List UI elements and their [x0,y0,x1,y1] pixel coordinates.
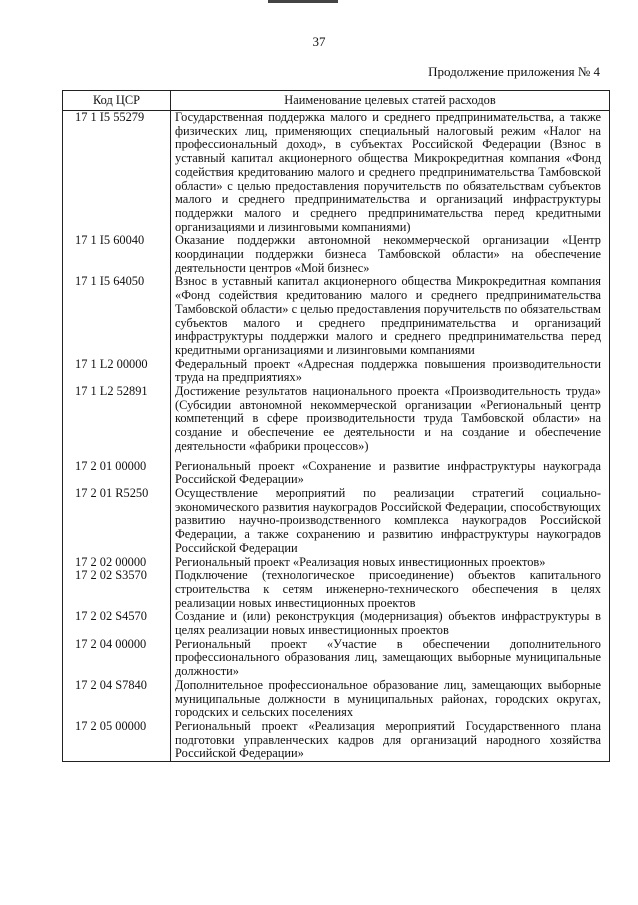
table-row [63,385,610,454]
continuation-note: Продолжение приложения № 4 [428,64,600,79]
row-name: Оказание поддержки автономной некоммерческой организации «Центр координации поддержки бизнеса Тамбовской области» на обеспечение деятельности центров «Мой бизнес» [171,234,610,275]
table-row [63,610,610,637]
row-name: Осуществление мероприятий по реализации стратегий социально-экономического развития наукоградов Российской Федерации, способствующих развитию научно-производственного комплекса наукоградов Российской Федерации, а также сохранению и развитию инфраструктуры наукоградов Российской Федерации [171,487,610,556]
row-name: Региональный проект «Участие в обеспечении дополнительного профессионального образования лиц, замещающих выборные муниципальные должности» [171,638,610,679]
table-row [63,487,610,556]
row-name: Федеральный проект «Адресная поддержка повышения производительности труда на предприятиях» [171,358,610,385]
row-name: Дополнительное профессиональное образование лиц, замещающих выборные муниципальные должности в муниципальных районах, городских округах, городских и сельских поселениях [171,679,610,720]
table-header-row [63,91,610,111]
row-code: 17 1 L2 52891 [63,385,171,454]
row-code: 17 2 05 00000 [63,720,171,762]
row-code: 17 2 04 00000 [63,638,171,679]
row-code: 17 2 02 S3570 [63,569,171,610]
table-row [63,569,610,610]
table-row [63,275,610,357]
row-code: 17 2 02 S4570 [63,610,171,637]
table-body [63,111,610,762]
row-code: 17 1 I5 55279 [63,111,171,235]
row-code: 17 1 L2 00000 [63,358,171,385]
row-code: 17 2 04 S7840 [63,679,171,720]
header-code: Код ЦСР [63,91,171,111]
row-name: Создание и (или) реконструкция (модернизация) объектов инфраструктуры в целях реализации новых инвестиционных проектов [171,610,610,637]
row-name: Взнос в уставный капитал акционерного общества Микрокредитная компания «Фонд содействия кредитованию малого и среднего предпринимательства Тамбовской области» с целью предоставления поручительств по обязательствам субъектов малого и среднего предпринимательства и организаций инфраструктуры поддержки малого и среднего предпринимательства перед кредитными организациями и лизинговыми компаниями [171,275,610,357]
row-code: 17 1 I5 64050 [63,275,171,357]
row-name: Региональный проект «Реализация новых инвестиционных проектов» [171,556,610,570]
table-row [63,460,610,487]
table-row [63,720,610,762]
row-code: 17 2 01 R5250 [63,487,171,556]
row-name: Достижение результатов национального проекта «Производительность труда» (Субсидии автономной некоммерческой организации «Региональный центр компетенций в сфере производительности труда Тамбовской области» на создание и обеспечение ее деятельности и на создание и обеспечение деятельности «фабрики процессов») [171,385,610,454]
page-number: 37 [312,34,326,49]
row-name: Государственная поддержка малого и среднего предпринимательства, а также физических лиц, применяющих специальный налоговый режим «Налог на профессиональный доход», в субъектах Российской Федерации (Взнос в уставный капитал акционерного общества Микрокредитная компания «Фонд содействия кредитованию малого и среднего предпринимательства Тамбовской области» с целью предоставления поручительств по обязательствам субъектов малого и среднего предпринимательства и организаций инфраструктуры поддержки малого и среднего предпринимательства перед кредитными организациями и лизинговыми компаниями) [171,111,610,235]
row-code: 17 1 I5 60040 [63,234,171,275]
row-code: 17 2 01 00000 [63,460,171,487]
page-top-mark [268,0,338,3]
table-row [63,234,610,275]
row-name: Подключение (технологическое присоединение) объектов капитального строительства к сетям инженерно-технического обеспечения в целях реализации новых инвестиционных проектов [171,569,610,610]
row-name: Региональный проект «Реализация мероприятий Государственного плана подготовки управленческих кадров для организаций народного хозяйства Российской Федерации» [171,720,610,762]
budget-codes-table [62,90,610,762]
header-name: Наименование целевых статей расходов [171,91,610,111]
table-row [63,111,610,235]
table-row [63,358,610,385]
row-code: 17 2 02 00000 [63,556,171,570]
row-name: Региональный проект «Сохранение и развитие инфраструктуры наукограда Российской Федерации» [171,460,610,487]
table-row [63,679,610,720]
table-row [63,556,610,570]
table-row [63,638,610,679]
